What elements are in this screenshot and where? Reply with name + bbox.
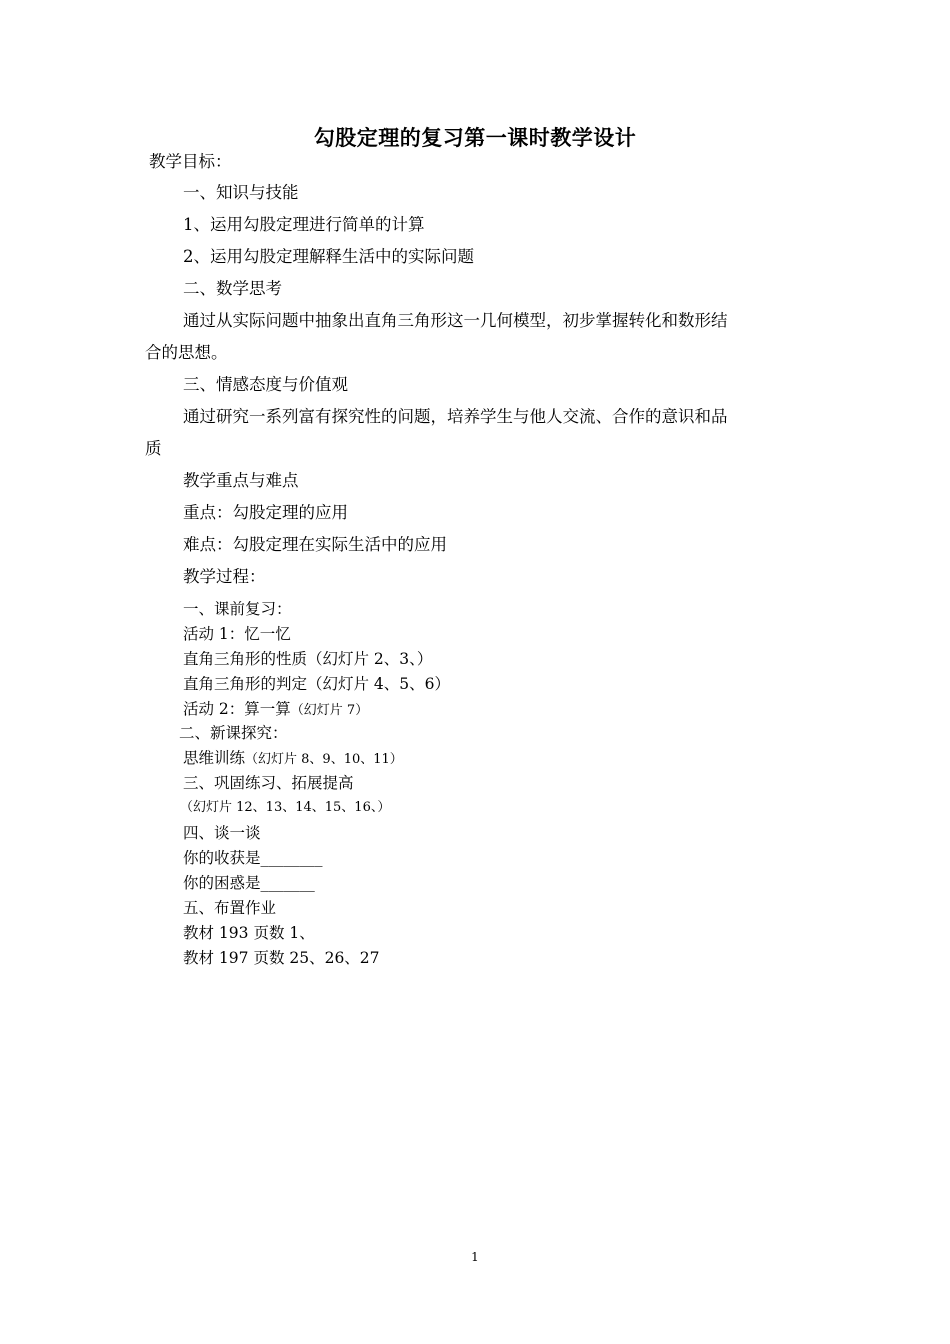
section-math-thinking: 二、数学思考 xyxy=(183,279,282,298)
activity-1: 活动 1：忆一忆 xyxy=(183,625,291,643)
right-triangle-properties: 直角三角形的性质（幻灯片 2、3、） xyxy=(183,650,433,668)
process-step-discuss: 四、谈一谈 xyxy=(183,824,261,842)
homework-item-2: 教材 197 页数 25、26、27 xyxy=(183,949,380,967)
paragraph-attitude-line1: 通过研究一系列富有探究性的问题，培养学生与他人交流、合作的意识和品 xyxy=(183,407,728,426)
paragraph-attitude-line2: 质 xyxy=(145,439,162,458)
thinking-training xyxy=(183,747,403,771)
process-step-practice: 三、巩固练习、拓展提高 xyxy=(183,774,354,792)
right-triangle-criteria: 直角三角形的判定（幻灯片 4、5、6） xyxy=(183,675,451,693)
gains-line: 你的收获是________ xyxy=(183,849,323,867)
homework-item-1: 教材 193 页数 1、 xyxy=(183,924,315,942)
activity-2 xyxy=(183,698,368,722)
objective-item-2: 2、运用勾股定理解释生活中的实际问题 xyxy=(183,247,474,266)
difficult-point: 难点：勾股定理在实际生活中的应用 xyxy=(183,535,447,554)
paragraph-thinking-line2: 合的思想。 xyxy=(145,343,228,362)
process-step-new: 二、新课探究： xyxy=(179,724,288,742)
key-difficult-label: 教学重点与难点 xyxy=(183,471,299,490)
activity-2-slides: （幻灯片 7） xyxy=(290,703,369,718)
thinking-training-slides: （幻灯片 8、9、10、11） xyxy=(245,752,403,767)
process-step-review: 一、课前复习： xyxy=(183,600,292,618)
thinking-training-label: 思维训练 xyxy=(183,749,246,767)
objective-item-1: 1、运用勾股定理进行简单的计算 xyxy=(183,215,425,234)
objectives-label: 教学目标： xyxy=(149,152,232,171)
process-step-homework: 五、布置作业 xyxy=(183,899,277,917)
process-label: 教学过程： xyxy=(183,567,266,586)
section-knowledge-skills: 一、知识与技能 xyxy=(183,183,299,202)
section-attitude-values: 三、情感态度与价值观 xyxy=(183,375,348,394)
confusion-line: 你的困惑是_______ xyxy=(183,874,315,892)
page-number: 1 xyxy=(471,1250,479,1264)
activity-2-label: 活动 2：算一算 xyxy=(183,700,291,718)
paragraph-thinking-line1: 通过从实际问题中抽象出直角三角形这一几何模型，初步掌握转化和数形结 xyxy=(183,311,728,330)
practice-slides: （幻灯片 12、13、14、15、16、） xyxy=(180,800,391,815)
document-title: 勾股定理的复习第一课时教学设计 xyxy=(313,126,637,150)
key-point: 重点：勾股定理的应用 xyxy=(183,503,348,522)
